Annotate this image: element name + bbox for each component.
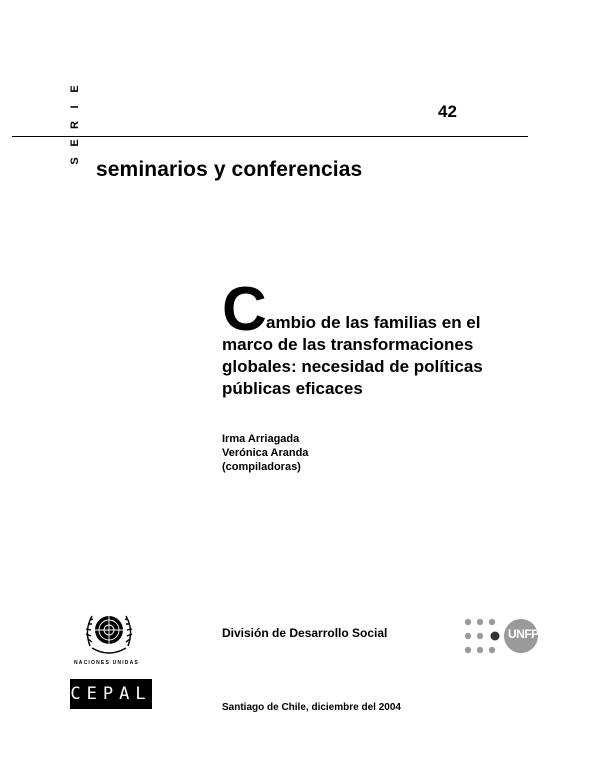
un-label: NACIONES UNIDAS: [74, 660, 139, 666]
unfpa-label: UNFPA: [508, 627, 546, 641]
series-letter: I: [69, 105, 81, 109]
title-drop-cap: C: [222, 275, 267, 344]
un-emblem-icon: [80, 606, 138, 658]
division-name: División de Desarrollo Social: [222, 626, 388, 640]
cepal-logo: CEPAL: [70, 679, 152, 709]
series-letter: E: [69, 85, 81, 93]
series-letter: E: [69, 139, 81, 147]
authors-block: [222, 432, 308, 474]
document-title: [222, 275, 522, 400]
series-name: seminarios y conferencias: [96, 158, 363, 181]
author-name: Verónica Aranda: [222, 447, 309, 459]
series-vertical-label: [69, 80, 86, 170]
series-letter: R: [69, 121, 81, 129]
title-line-1: ambio de las familias en el: [266, 313, 481, 332]
author-name: Irma Arriagada: [222, 433, 300, 445]
place-date: Santiago de Chile, diciembre del 2004: [222, 702, 401, 713]
title-rest: marco de las transformaciones globales: necesidad de políticas públicas eficaces: [222, 335, 483, 398]
series-number: 42: [438, 102, 457, 121]
author-role: (compiladoras): [222, 461, 301, 473]
series-letter: S: [69, 157, 81, 165]
header-rule: [12, 136, 528, 137]
